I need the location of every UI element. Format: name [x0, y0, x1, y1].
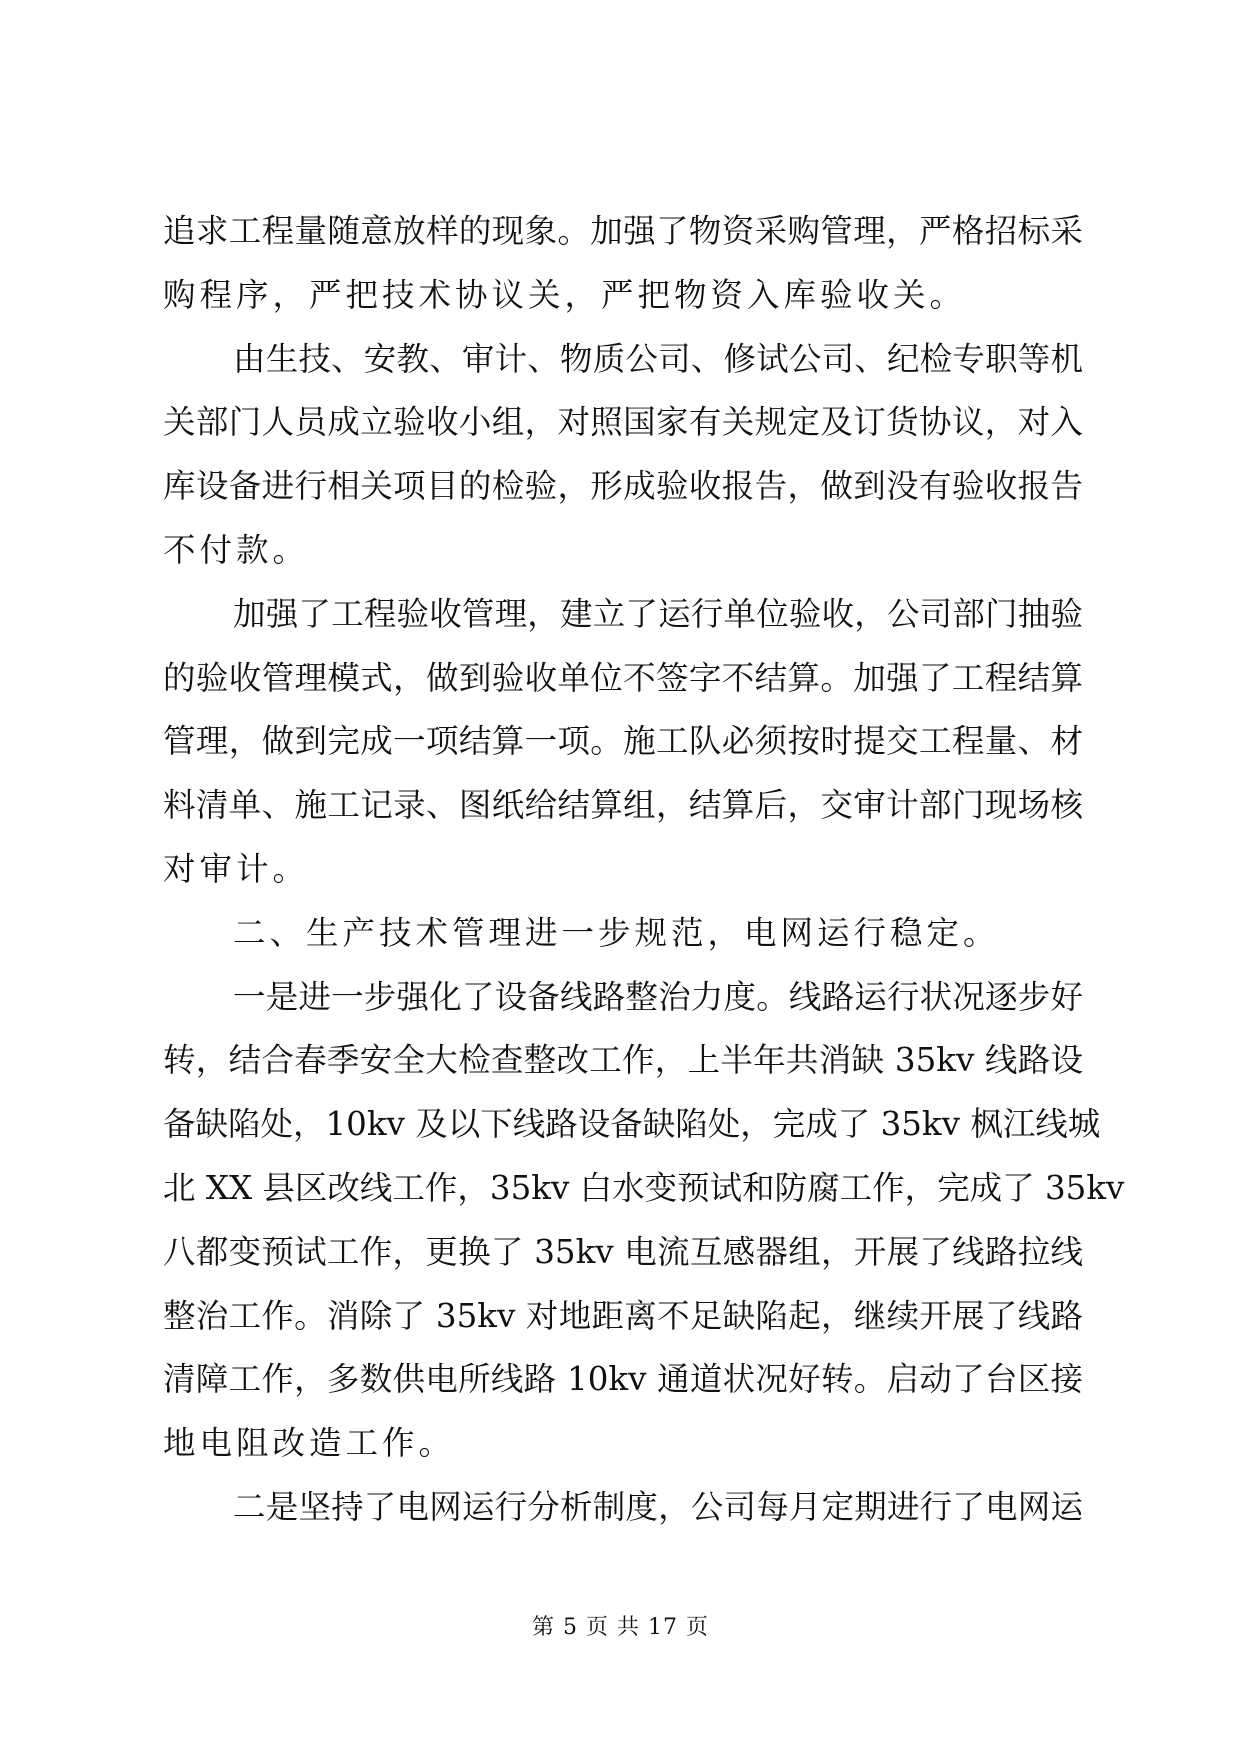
text-line: 关部门人员成立验收小组，对照国家有关规定及订货协议，对入 — [163, 403, 1083, 442]
page-number-footer: 第 5 页 共 17 页 — [532, 1615, 709, 1640]
section-heading: 二、生产技术管理进一步规范，电网运行稳定。 — [233, 913, 1000, 952]
text-line: 清障工作，多数供电所线路 10kv 通道状况好转。启动了台区接 — [163, 1360, 1083, 1399]
text-line: 二是坚持了电网运行分析制度，公司每月定期进行了电网运 — [233, 1487, 1083, 1526]
text-line: 八都变预试工作，更换了 35kv 电流互感器组，开展了线路拉线 — [163, 1232, 1083, 1271]
text-line: 由生技、安教、审计、物质公司、修试公司、纪检专职等机 — [233, 339, 1083, 378]
text-line: 料清单、施工记录、图纸给结算组，结算后，交审计部门现场核 — [163, 786, 1083, 825]
body-text — [163, 200, 1125, 1540]
text-line: 一是进一步强化了设备线路整治力度。线路运行状况逐步好 — [233, 977, 1083, 1016]
text-line: 的验收管理模式，做到验收单位不签字不结算。加强了工程结算 — [163, 658, 1083, 697]
text-line: 备缺陷处，10kv 及以下线路设备缺陷处，完成了 35kv 枫江线城 — [163, 1105, 1101, 1144]
text-line: 不付款。 — [163, 530, 310, 569]
text-line: 对审计。 — [163, 849, 310, 888]
text-line: 加强了工程验收管理，建立了运行单位验收，公司部门抽验 — [233, 594, 1083, 633]
text-line: 整治工作。消除了 35kv 对地距离不足缺陷起，继续开展了线路 — [163, 1296, 1083, 1335]
text-line: 购程序，严把技术协议关，严把物资入库验收关。 — [163, 275, 967, 314]
text-line: 管理，做到完成一项结算一项。施工队必须按时提交工程量、材 — [163, 722, 1083, 761]
text-line: 北 XX 县区改线工作，35kv 白水变预试和防腐工作，完成了 35kv — [163, 1168, 1125, 1207]
text-line: 转，结合春季安全大检查整改工作，上半年共消缺 35kv 线路设 — [163, 1041, 1083, 1080]
text-line: 地电阻改造工作。 — [163, 1424, 456, 1463]
text-line: 库设备进行相关项目的检验，形成验收报告，做到没有验收报告 — [163, 467, 1083, 506]
text-line: 追求工程量随意放样的现象。加强了物资采购管理，严格招标采 — [163, 212, 1083, 250]
